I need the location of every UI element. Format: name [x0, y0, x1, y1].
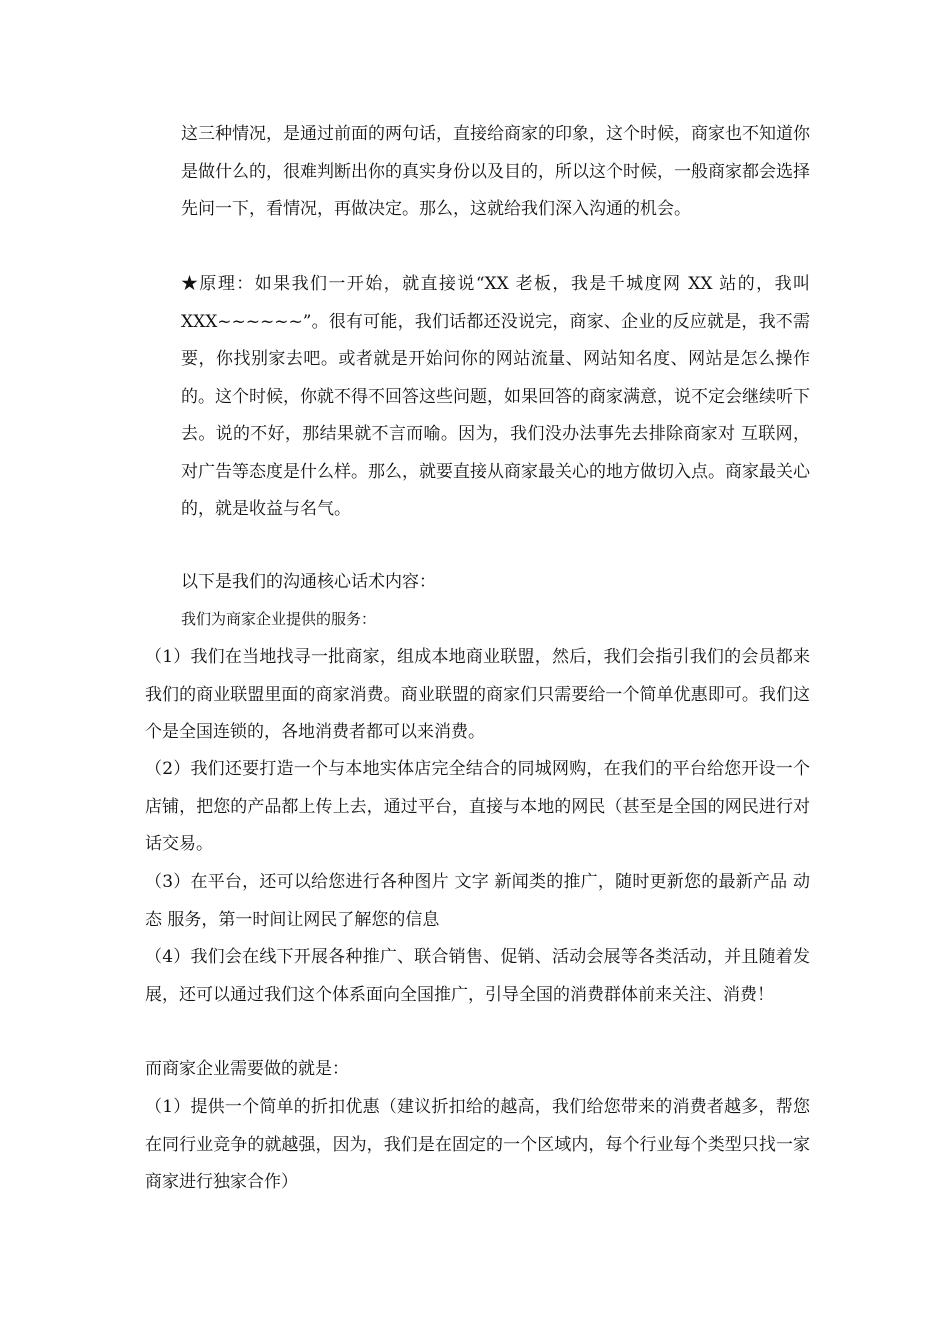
services-heading	[181, 601, 810, 639]
service-item-2-text: （2）我们还要打造一个与本地实体店完全结合的同城网购，在我们的平台给您开设一个店铺，把您的产品都上传上去，通过平台，直接与本地的网民（甚至是全国的网民进行对话交易。	[145, 759, 810, 854]
service-item-3	[145, 864, 810, 939]
principle-paragraph	[181, 266, 810, 529]
service-item-2	[145, 751, 810, 864]
service-item-4	[145, 939, 810, 1014]
service-item-3-text: （3）在平台，还可以给您进行各种图片 文字 新闻类的推广，随时更新您的最新产品 动态 服务，第一时间让网民了解您的信息	[145, 872, 810, 930]
merchant-heading	[145, 1051, 810, 1089]
intro-paragraph	[181, 116, 810, 229]
merchant-item-1	[145, 1089, 810, 1202]
principle-text: ★原理：如果我们一开始，就直接说“XX 老板，我是千城度网 XX 站的，我叫 XXX~~~~~~”。很有可能，我们话都还没说完，商家、企业的反应就是，我不需要，你找别家去吧。或者就是开始问你的网站流量、网站知名度、网站是怎么操作的。这个时候，你就不得不回答这些问题，如果回答的商家满意，说不定会继续听下去。说的不好，那结果就不言而喻。因为，我们没办法事先去排除商家对 互联网，对广告等态度是什么样。那么，就要直接从商家最关心的地方做切入点。商家最关心的，就是收益与名气。	[181, 274, 810, 519]
service-item-4-text: （4）我们会在线下开展各种推广、联合销售、促销、活动会展等各类活动，并且随着发展，还可以通过我们这个体系面向全国推广，引导全国的消费群体前来关注、消费！	[145, 947, 810, 1005]
core-heading-text: 以下是我们的沟通核心话术内容：	[181, 572, 436, 592]
service-item-1	[145, 639, 810, 752]
services-heading-text: 我们为商家企业提供的服务：	[181, 610, 377, 628]
merchant-heading-text: 而商家企业需要做的就是：	[145, 1059, 349, 1079]
intro-text: 这三种情况，是通过前面的两句话，直接给商家的印象，这个时候，商家也不知道你是做什么的，很难判断出你的真实身份以及目的，所以这个时候，一般商家都会选择先问一下，看情况，再做决定。那么，这就给我们深入沟通的机会。	[181, 124, 810, 219]
core-heading	[181, 564, 810, 602]
merchant-item-1-text: （1）提供一个简单的折扣优惠（建议折扣给的越高，我们给您带来的消费者越多，帮您在同行业竞争的就越强，因为，我们是在固定的一个区域内，每个行业每个类型只找一家商家进行独家合作）	[145, 1097, 810, 1192]
service-item-1-text: （1）我们在当地找寻一批商家，组成本地商业联盟，然后，我们会指引我们的会员都来我们的商业联盟里面的商家消费。商业联盟的商家们只需要给一个简单优惠即可。我们这个是全国连锁的，各地消费者都可以来消费。	[145, 647, 810, 742]
